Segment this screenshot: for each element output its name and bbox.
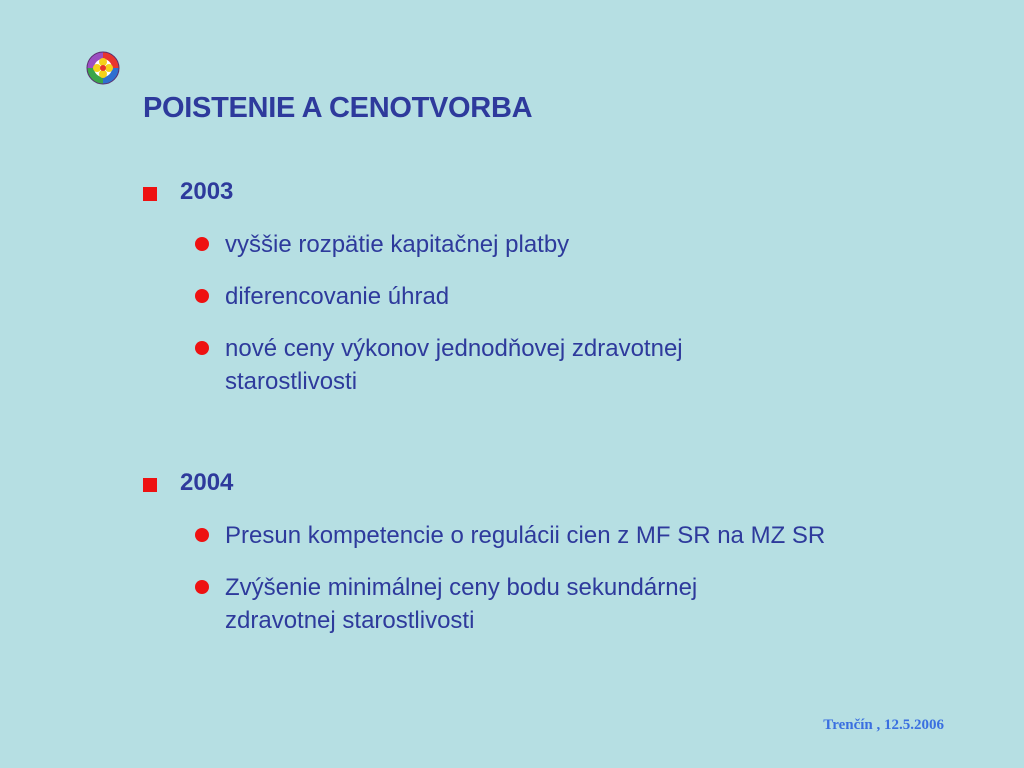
section-2003 [143, 178, 943, 417]
year-label: 2004 [180, 469, 234, 496]
list-item [143, 332, 943, 398]
year-label: 2003 [180, 178, 234, 205]
bullet-list [143, 228, 943, 398]
list-item-text: Presun kompetencie o regulácii cien z MF SR na MZ SR [225, 522, 826, 549]
list-item-text: Zvýšenie minimálnej ceny bodu sekundárnej zdravotnej starostlivosti [225, 574, 698, 634]
round-bullet-icon [195, 237, 209, 251]
square-bullet-icon [143, 478, 157, 492]
list-item-text: diferencovanie úhrad [225, 283, 450, 310]
list-item [143, 228, 943, 261]
list-item [143, 280, 943, 313]
footer-location-date: Trenčín , 12.5.2006 [823, 717, 944, 733]
flower-globe-icon [86, 51, 120, 85]
list-item-text: vyššie rozpätie kapitačnej platby [225, 231, 570, 258]
round-bullet-icon [195, 580, 209, 594]
year-heading [143, 178, 943, 210]
list-item-text: nové ceny výkonov jednodňovej zdravotnej starostlivosti [225, 335, 683, 395]
round-bullet-icon [195, 341, 209, 355]
list-item [143, 571, 943, 637]
section-2004 [143, 469, 943, 656]
list-item [143, 519, 943, 552]
square-bullet-icon [143, 187, 157, 201]
slide-title: POISTENIE A CENOTVORBA [143, 92, 533, 124]
year-heading [143, 469, 943, 501]
round-bullet-icon [195, 528, 209, 542]
round-bullet-icon [195, 289, 209, 303]
bullet-list [143, 519, 943, 637]
